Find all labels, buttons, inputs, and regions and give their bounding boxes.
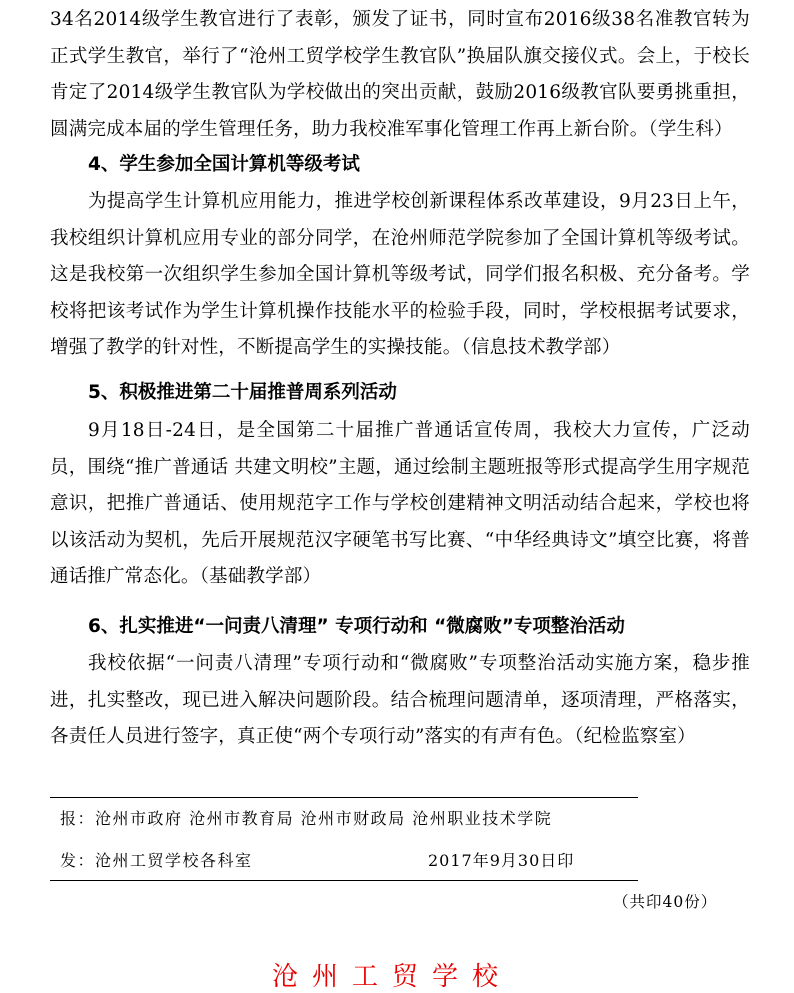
issued-to-line: 发：沧州工贸学校各科室 [60, 851, 253, 870]
copies-count: （共印40份） [613, 893, 718, 911]
organization-name: 沧州工贸学校 [272, 962, 513, 992]
section-5-paragraph: 9月18日-24日，是全国第二十届推广普通话宣传周，我校大力宣传，广泛动员，围绕“推广普通话 共建文明校”主题，通过绘制主题班报等形式提高学生用字规范意识，把推广普通话、使用规范字工作与学校创建精神文明活动结合起来，学校也将以该活动为契机，先后开展规范汉字硬笔书写比赛、“中华经典诗文”填空比赛，将普通话推广常态化。（基础教学部） [50, 420, 750, 587]
section-6-heading: 6、扎实推进“一问责八清理” 专项行动和 “微腐败”专项整治活动 [88, 616, 625, 637]
section-6-paragraph: 我校依据“一问责八清理”专项行动和“微腐败”专项整治活动实施方案，稳步推进，扎实整改，现已进入解决问题阶段。结合梳理问题清单，逐项清理，严格落实，各责任人员进行签字，真正使“两个专项行动”落实的有声有色。（纪检监察室） [50, 653, 750, 747]
report-to-line: 报：沧州市政府 沧州市教育局 沧州市财政局 沧州职业技术学院 [60, 809, 553, 828]
section-4-heading: 4、学生参加全国计算机等级考试 [88, 154, 360, 175]
paragraph-continued: 34名2014级学生教官进行了表彰，颁发了证书，同时宣布2016级38名准教官转为正式学生教官，举行了“沧州工贸学校学生教官队”换届队旗交接仪式。会上，于校长肯定了2014级学生教官队为学校做出的突出贡献，鼓励2016级教官队要勇挑重担，圆满完成本届的学生管理任务，助力我校准军事化管理工作再上新台阶。（学生科） [50, 9, 750, 140]
section-4-paragraph: 为提高学生计算机应用能力，推进学校创新课程体系改革建设，9月23日上午，我校组织计算机应用专业的部分同学，在沧州师范学院参加了全国计算机等级考试。这是我校第一次组织学生参加全国计算机等级考试，同学们报名积极、充分备考。学校将把该考试作为学生计算机操作技能水平的检验手段，同时，学校根据考试要求，增强了教学的针对性，不断提高学生的实操技能。（信息技术教学部） [50, 191, 750, 358]
footer-bottom-rule [50, 880, 638, 881]
section-5-heading: 5、积极推进第二十届推普周系列活动 [88, 382, 397, 403]
footer-top-rule [50, 797, 638, 798]
print-date: 2017年9月30日印 [428, 851, 575, 870]
